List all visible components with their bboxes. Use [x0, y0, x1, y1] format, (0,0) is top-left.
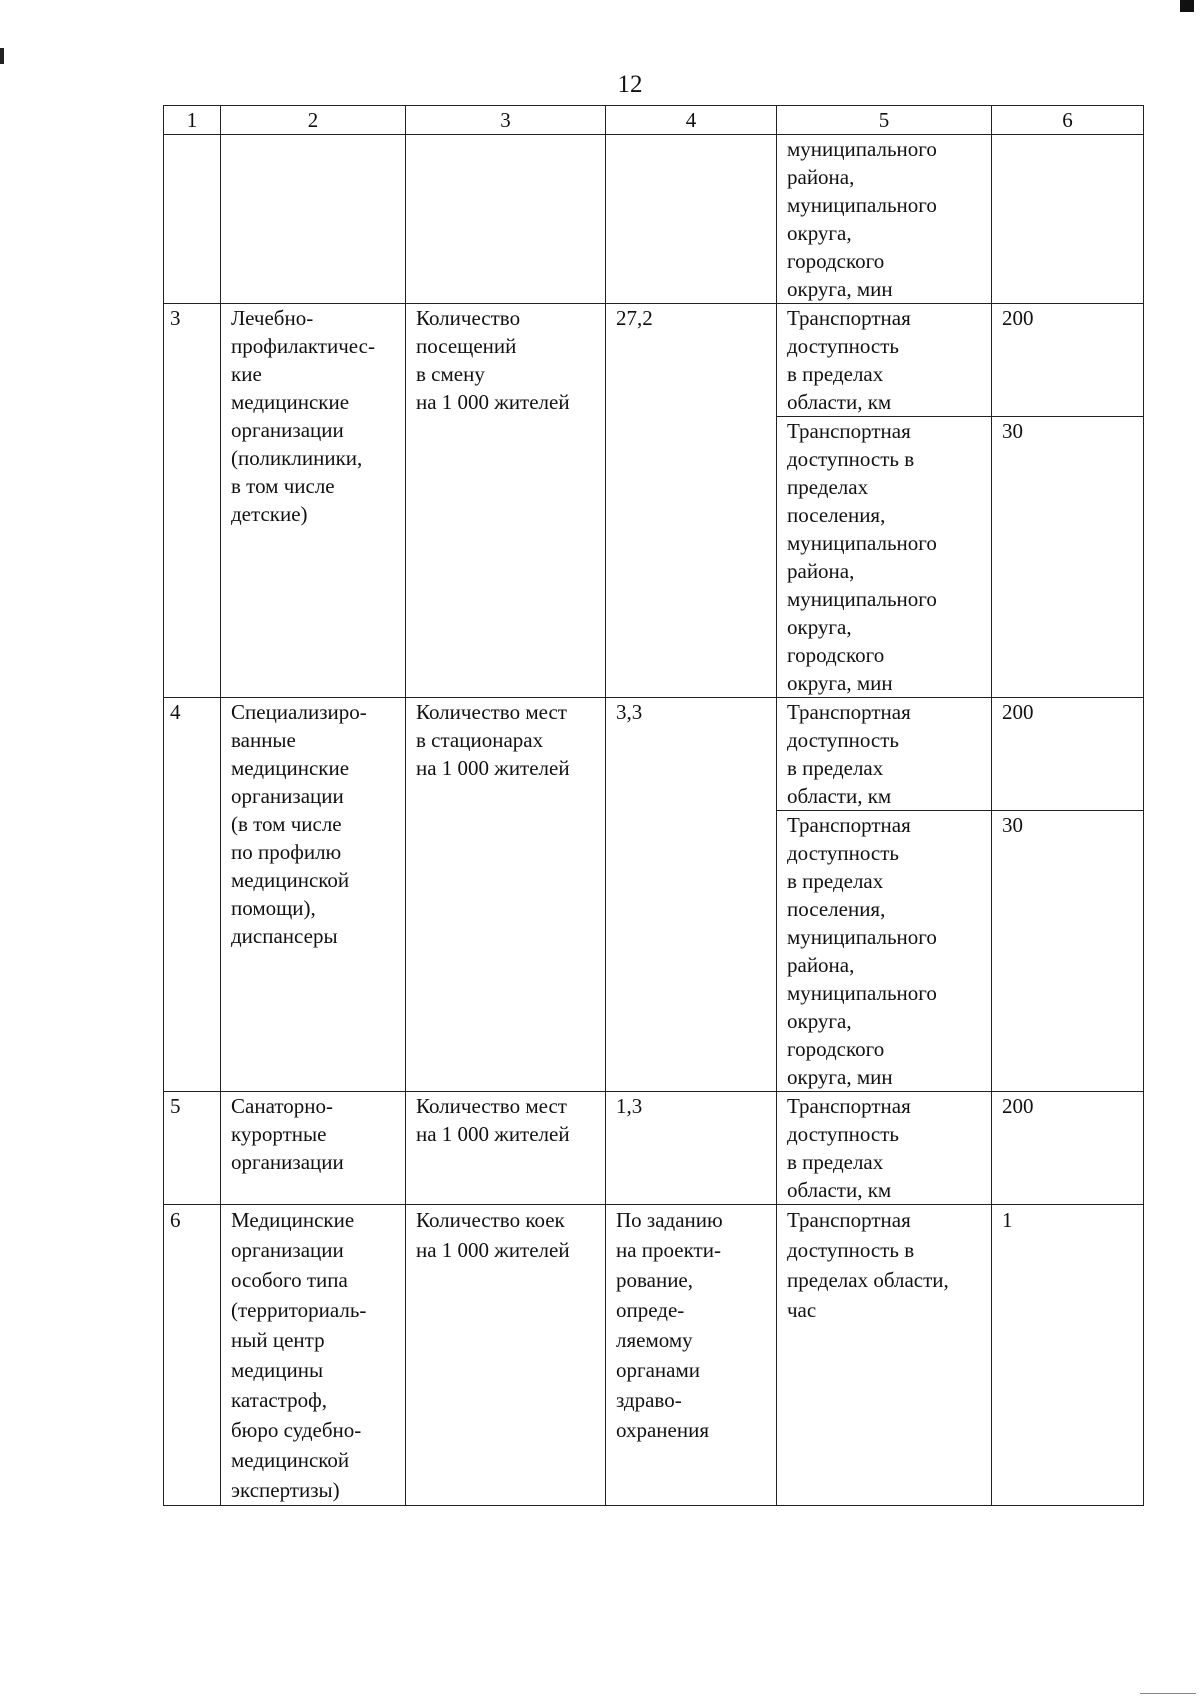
cell-value: 3,3 [606, 698, 777, 1092]
column-header: 6 [992, 106, 1144, 135]
column-header: 2 [221, 106, 406, 135]
table-row [164, 698, 1144, 811]
cell-name: Специализиро- ванные медицинские организации (в том числе по профилю медицинской помощи), диспансеры [221, 698, 406, 1092]
cell-access-value: 200 [992, 1092, 1144, 1205]
column-header: 4 [606, 106, 777, 135]
cell-access: Транспортная доступность в пределах области, км [777, 304, 992, 417]
column-header: 3 [406, 106, 606, 135]
cell-num: 6 [164, 1205, 221, 1506]
cell-num: 4 [164, 698, 221, 1092]
cell-access-value: 30 [992, 811, 1144, 1092]
column-header: 5 [777, 106, 992, 135]
table-row-continuation [164, 135, 1144, 304]
cell-value: 27,2 [606, 304, 777, 698]
column-header: 1 [164, 106, 221, 135]
cell-num [164, 135, 221, 304]
page-number: 12 [617, 71, 643, 98]
cell-access: муниципального района, муниципального округа, городского округа, мин [777, 135, 992, 304]
cell-indicator [406, 135, 606, 304]
cell-access: Транспортная доступность в пределах области, час [777, 1205, 992, 1506]
cell-num: 5 [164, 1092, 221, 1205]
cell-access-value: 200 [992, 698, 1144, 811]
cell-access-value: 1 [992, 1205, 1144, 1506]
cell-indicator: Количество мест в стационарах на 1 000 жителей [406, 698, 606, 1092]
scan-edge-mark [0, 48, 4, 64]
cell-name: Медицинские организации особого типа (территориаль- ный центр медицины катастроф, бюро судебно- медицинской экспертизы) [221, 1205, 406, 1506]
cell-num: 3 [164, 304, 221, 698]
cell-access: Транспортная доступность в пределах поселения, муниципального района, муниципального округа, городского округа, мин [777, 811, 992, 1092]
header-row [164, 106, 1144, 135]
cell-name: Санаторно- курортные организации [221, 1092, 406, 1205]
cell-indicator: Количество мест на 1 000 жителей [406, 1092, 606, 1205]
cell-value [606, 135, 777, 304]
table-row [164, 1205, 1144, 1506]
scan-corner-mark [1180, 0, 1194, 12]
cell-name: Лечебно- профилактичес- кие медицинские организации (поликлиники, в том числе детские) [221, 304, 406, 698]
cell-access: Транспортная доступность в пределах области, км [777, 1092, 992, 1205]
norms-table [163, 105, 1144, 1506]
table-row [164, 1092, 1144, 1205]
cell-indicator: Количество коек на 1 000 жителей [406, 1205, 606, 1506]
cell-access-value: 30 [992, 417, 1144, 698]
cell-value: 1,3 [606, 1092, 777, 1205]
cell-access-value: 200 [992, 304, 1144, 417]
scan-bottom-line [1140, 1693, 1196, 1694]
cell-name [221, 135, 406, 304]
cell-access: Транспортная доступность в пределах поселения, муниципального района, муниципального округа, городского округа, мин [777, 417, 992, 698]
cell-value: По заданию на проекти- рование, опреде- ляемому органами здраво- охранения [606, 1205, 777, 1506]
cell-indicator: Количество посещений в смену на 1 000 жителей [406, 304, 606, 698]
cell-access-value [992, 135, 1144, 304]
cell-access: Транспортная доступность в пределах области, км [777, 698, 992, 811]
table-row [164, 304, 1144, 417]
